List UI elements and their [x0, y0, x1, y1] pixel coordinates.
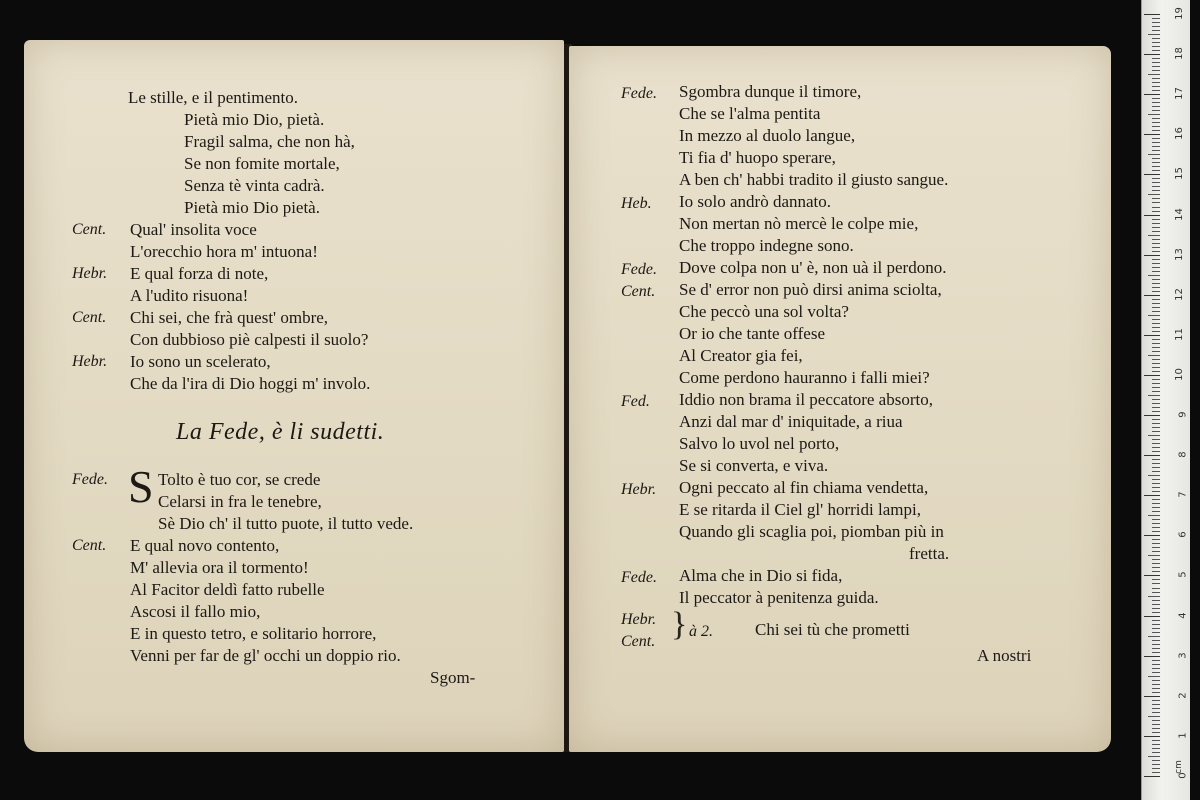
- ruler-minor-tick: [1152, 110, 1160, 111]
- ruler-minor-tick: [1152, 66, 1160, 67]
- ruler-minor-tick: [1152, 106, 1160, 107]
- ruler-minor-tick: [1152, 744, 1160, 745]
- ruler-minor-tick: [1152, 684, 1160, 685]
- ruler-minor-tick: [1152, 612, 1160, 613]
- ruler-minor-tick: [1152, 158, 1160, 159]
- ruler-number: 19: [1174, 7, 1186, 20]
- verse-line: Quando gli scaglia poi, piomban più in: [679, 522, 944, 541]
- ruler-minor-tick: [1152, 720, 1160, 721]
- ruler-minor-tick: [1152, 243, 1160, 244]
- ruler-minor-tick: [1152, 202, 1160, 203]
- speaker-label: Cent.: [72, 221, 107, 238]
- ruler-minor-tick: [1152, 600, 1160, 601]
- catchword: Sgom-: [430, 668, 476, 687]
- speaker-label: Cent.: [621, 283, 656, 300]
- ruler-minor-tick: [1152, 166, 1160, 167]
- ruler-tick: [1144, 134, 1160, 135]
- ruler-minor-tick: [1152, 303, 1160, 304]
- ruler-minor-tick: [1152, 263, 1160, 264]
- ruler-minor-tick: [1148, 74, 1160, 75]
- ruler-minor-tick: [1152, 748, 1160, 749]
- catchword: A nostri: [977, 646, 1032, 665]
- verse-line: L'orecchio hora m' intuona!: [130, 242, 318, 261]
- ruler-tick: [1144, 375, 1160, 376]
- ruler-number: 4: [1177, 611, 1189, 619]
- ruler-minor-tick: [1152, 182, 1160, 183]
- ruler-minor-tick: [1148, 34, 1160, 35]
- ruler-tick: [1144, 415, 1160, 416]
- ruler-minor-tick: [1148, 194, 1160, 195]
- ruler-minor-tick: [1152, 162, 1160, 163]
- ruler-tick: [1144, 776, 1160, 777]
- speaker-label: Hebr.: [72, 353, 108, 370]
- ruler-minor-tick: [1148, 756, 1160, 757]
- ruler-minor-tick: [1152, 708, 1160, 709]
- ruler-minor-tick: [1152, 648, 1160, 649]
- ruler-minor-tick: [1152, 527, 1160, 528]
- ruler-minor-tick: [1152, 98, 1160, 99]
- ruler-minor-tick: [1152, 146, 1160, 147]
- verse-line: Or io che tante offese: [679, 324, 826, 343]
- ruler-number: 7: [1177, 491, 1189, 498]
- ruler-minor-tick: [1152, 170, 1160, 171]
- ruler-tick: [1144, 696, 1160, 697]
- ruler-minor-tick: [1152, 130, 1160, 131]
- ruler-minor-tick: [1152, 628, 1160, 629]
- verse-line: Sè Dio ch' il tutto puote, il tutto vede.: [158, 514, 414, 533]
- ruler-minor-tick: [1152, 186, 1160, 187]
- ruler-minor-tick: [1152, 351, 1160, 352]
- ruler-minor-tick: [1152, 632, 1160, 633]
- ruler-minor-tick: [1152, 291, 1160, 292]
- ruler-minor-tick: [1152, 102, 1160, 103]
- ruler-minor-tick: [1152, 519, 1160, 520]
- ruler-minor-tick: [1152, 86, 1160, 87]
- ruler-minor-tick: [1152, 219, 1160, 220]
- ruler-minor-tick: [1152, 126, 1160, 127]
- ruler-minor-tick: [1152, 58, 1160, 59]
- speaker-label: Fede.: [72, 471, 108, 488]
- ruler-tick: [1144, 255, 1160, 256]
- verse-line: Pietà mio Dio, pietà.: [184, 110, 325, 129]
- ruler-number: 5: [1177, 571, 1189, 579]
- ruler-minor-tick: [1148, 555, 1160, 556]
- ruler-minor-tick: [1152, 692, 1160, 693]
- verse-line: A ben ch' habbi tradito il giusto sangue.: [679, 170, 949, 189]
- verse-line: Chi sei, che frà quest' ombre,: [130, 308, 329, 327]
- speaker-label: Heb.: [621, 195, 652, 212]
- verse-line: Ti fia d' huopo sperare,: [679, 148, 836, 167]
- ruler-number: 17: [1174, 87, 1186, 101]
- ruler-minor-tick: [1152, 680, 1160, 681]
- ruler-minor-tick: [1152, 704, 1160, 705]
- verse-line: Non mertan nò mercè le colpe mie,: [679, 214, 919, 233]
- ruler-minor-tick: [1152, 752, 1160, 753]
- verse-line: Ascosi il fallo mio,: [130, 602, 261, 621]
- ruler-minor-tick: [1152, 664, 1160, 665]
- ruler-minor-tick: [1152, 239, 1160, 240]
- ruler-minor-tick: [1152, 251, 1160, 252]
- ruler-minor-tick: [1152, 383, 1160, 384]
- ruler-minor-tick: [1148, 676, 1160, 677]
- ruler-minor-tick: [1148, 716, 1160, 717]
- ruler-minor-tick: [1152, 387, 1160, 388]
- ruler-minor-tick: [1152, 443, 1160, 444]
- ruler-minor-tick: [1152, 323, 1160, 324]
- verse-line: Al Facitor deldì fatto rubelle: [130, 580, 325, 599]
- ruler-number: 6: [1177, 531, 1189, 539]
- ruler-minor-tick: [1152, 359, 1160, 360]
- ruler-tick: [1144, 455, 1160, 456]
- verse-line: M' allevia ora il tormento!: [130, 558, 309, 577]
- verse-line: Senza tè vinta cadrà.: [184, 176, 325, 195]
- ruler-number: 11: [1174, 327, 1186, 341]
- ruler-minor-tick: [1152, 399, 1160, 400]
- ruler-minor-tick: [1152, 563, 1160, 564]
- verse-line: Celarsi in fra le tenebre,: [158, 492, 322, 511]
- ruler-minor-tick: [1152, 271, 1160, 272]
- ruler-minor-tick: [1152, 371, 1160, 372]
- verse-line: In mezzo al duolo langue,: [679, 126, 856, 145]
- ruler-minor-tick: [1152, 547, 1160, 548]
- ruler-minor-tick: [1152, 411, 1160, 412]
- ruler-minor-tick: [1152, 363, 1160, 364]
- ruler-minor-tick: [1152, 583, 1160, 584]
- verse-line: Che troppo indegne sono.: [679, 236, 854, 255]
- ruler-minor-tick: [1152, 543, 1160, 544]
- verse-line: Io sono un scelerato,: [130, 352, 271, 371]
- ruler-minor-tick: [1152, 551, 1160, 552]
- ruler-minor-tick: [1152, 463, 1160, 464]
- ruler-minor-tick: [1152, 479, 1160, 480]
- ruler-minor-tick: [1152, 491, 1160, 492]
- ruler-number: 15: [1174, 167, 1186, 181]
- ruler-tick: [1144, 54, 1160, 55]
- ruler-minor-tick: [1152, 407, 1160, 408]
- ruler-minor-tick: [1152, 728, 1160, 729]
- ruler-minor-tick: [1152, 391, 1160, 392]
- measurement-ruler: [1141, 0, 1190, 800]
- ruler-minor-tick: [1152, 439, 1160, 440]
- verse-line: Al Creator gia fei,: [679, 346, 803, 365]
- ruler-tick: [1144, 94, 1160, 95]
- ruler-minor-tick: [1152, 571, 1160, 572]
- ruler-minor-tick: [1152, 283, 1160, 284]
- verse-line: Se si converta, e viva.: [679, 456, 829, 475]
- ruler-number: 14: [1174, 207, 1186, 221]
- ruler-minor-tick: [1152, 223, 1160, 224]
- verse-line: Anzi dal mar d' iniquitade, a riua: [679, 412, 903, 431]
- ruler-minor-tick: [1152, 668, 1160, 669]
- ruler-minor-tick: [1152, 38, 1160, 39]
- ruler-minor-tick: [1152, 311, 1160, 312]
- ruler-minor-tick: [1152, 118, 1160, 119]
- ruler-minor-tick: [1152, 592, 1160, 593]
- drop-cap: S: [128, 461, 154, 512]
- ruler-minor-tick: [1152, 279, 1160, 280]
- ruler-minor-tick: [1152, 259, 1160, 260]
- ruler-minor-tick: [1152, 608, 1160, 609]
- ruler-minor-tick: [1148, 235, 1160, 236]
- ruler-minor-tick: [1148, 275, 1160, 276]
- ruler-minor-tick: [1152, 379, 1160, 380]
- verse-line: Salvo lo uvol nel porto,: [679, 434, 840, 453]
- ruler-minor-tick: [1152, 198, 1160, 199]
- scene-heading: La Fede, è li sudetti.: [176, 419, 385, 445]
- ruler-minor-tick: [1152, 367, 1160, 368]
- ruler-minor-tick: [1152, 431, 1160, 432]
- ruler-number: 16: [1174, 127, 1186, 141]
- ruler-minor-tick: [1152, 652, 1160, 653]
- ruler-minor-tick: [1152, 299, 1160, 300]
- ruler-minor-tick: [1152, 640, 1160, 641]
- verse-line: A l'udito risuona!: [130, 286, 249, 305]
- ruler-minor-tick: [1152, 499, 1160, 500]
- ruler-minor-tick: [1152, 467, 1160, 468]
- ruler-minor-tick: [1152, 483, 1160, 484]
- ruler-minor-tick: [1152, 768, 1160, 769]
- verse-line: fretta.: [909, 544, 950, 563]
- ruler-minor-tick: [1152, 70, 1160, 71]
- ruler-minor-tick: [1152, 579, 1160, 580]
- ruler-minor-tick: [1148, 596, 1160, 597]
- verse-line: Fragil salma, che non hà,: [184, 132, 355, 151]
- ruler-minor-tick: [1152, 190, 1160, 191]
- ruler-minor-tick: [1152, 459, 1160, 460]
- ruler-minor-tick: [1152, 22, 1160, 23]
- ruler-minor-tick: [1152, 347, 1160, 348]
- verse-line: Tolto è tuo cor, se crede: [158, 470, 321, 489]
- ruler-minor-tick: [1148, 355, 1160, 356]
- ruler-minor-tick: [1152, 740, 1160, 741]
- ruler-minor-tick: [1152, 90, 1160, 91]
- ruler-minor-tick: [1152, 46, 1160, 47]
- ruler-minor-tick: [1152, 42, 1160, 43]
- ruler-minor-tick: [1152, 503, 1160, 504]
- ruler-minor-tick: [1152, 207, 1160, 208]
- verse-line: Se d' error non può dirsi anima sciolta,: [679, 280, 942, 299]
- ruler-minor-tick: [1152, 511, 1160, 512]
- ruler-minor-tick: [1152, 267, 1160, 268]
- ruler-minor-tick: [1152, 539, 1160, 540]
- ruler-minor-tick: [1152, 142, 1160, 143]
- speaker-label: Cent.: [621, 633, 656, 650]
- verse-line: Come perdono hauranno i falli miei?: [679, 368, 930, 387]
- verse-line: E qual novo contento,: [130, 536, 280, 555]
- verse-line: Le stille, e il pentimento.: [128, 88, 298, 107]
- ruler-minor-tick: [1152, 644, 1160, 645]
- ruler-minor-tick: [1152, 178, 1160, 179]
- ruler-minor-tick: [1152, 772, 1160, 773]
- verse-line: Io solo andrò dannato.: [679, 192, 832, 211]
- ruler-minor-tick: [1152, 30, 1160, 31]
- verse-line: Alma che in Dio si fida,: [679, 566, 843, 585]
- speaker-label: Cent.: [72, 537, 107, 554]
- ruler-tick: [1144, 174, 1160, 175]
- verse-line: Che se l'alma pentita: [679, 104, 821, 123]
- ruler-minor-tick: [1152, 211, 1160, 212]
- ruler-minor-tick: [1152, 319, 1160, 320]
- ruler-minor-tick: [1152, 724, 1160, 725]
- ruler-minor-tick: [1148, 114, 1160, 115]
- ruler-minor-tick: [1152, 403, 1160, 404]
- ruler-tick: [1144, 736, 1160, 737]
- verse-line: Qual' insolita voce: [130, 220, 257, 239]
- ruler-minor-tick: [1152, 419, 1160, 420]
- ruler-minor-tick: [1148, 154, 1160, 155]
- a-due-label: à 2.: [689, 623, 713, 640]
- verse-line: E in questo tetro, e solitario horrore,: [130, 624, 377, 643]
- ruler-minor-tick: [1152, 660, 1160, 661]
- ruler-minor-tick: [1152, 82, 1160, 83]
- speaker-label: Hebr.: [621, 481, 657, 498]
- speaker-label: Cent.: [72, 309, 107, 326]
- ruler-number: 2: [1177, 692, 1189, 699]
- ruler-minor-tick: [1152, 62, 1160, 63]
- ruler-minor-tick: [1152, 339, 1160, 340]
- verse-line: E se ritarda il Ciel gl' horridi lampi,: [679, 500, 921, 519]
- verse-line: Che peccò una sol volta?: [679, 302, 849, 321]
- right-page: [569, 46, 1111, 752]
- verse-line: Sgombra dunque il timore,: [679, 82, 862, 101]
- verse-line: Dove colpa non u' è, non uà il perdono.: [679, 258, 947, 277]
- verse-line: E qual forza di note,: [130, 264, 269, 283]
- speaker-label: Fede.: [621, 569, 657, 586]
- ruler-tick: [1144, 495, 1160, 496]
- ruler-number: 10: [1174, 368, 1186, 381]
- ruler-minor-tick: [1152, 50, 1160, 51]
- ruler-minor-tick: [1152, 26, 1160, 27]
- ruler-minor-tick: [1152, 588, 1160, 589]
- ruler-minor-tick: [1152, 507, 1160, 508]
- ruler-minor-tick: [1152, 559, 1160, 560]
- ruler-number: 9: [1177, 411, 1189, 418]
- verse-line: Con dubbioso piè calpesti il suolo?: [130, 330, 369, 349]
- ruler-minor-tick: [1152, 624, 1160, 625]
- ruler-minor-tick: [1152, 471, 1160, 472]
- ruler-tick: [1144, 535, 1160, 536]
- ruler-number: 8: [1177, 451, 1189, 458]
- ruler-minor-tick: [1152, 688, 1160, 689]
- ruler-minor-tick: [1152, 423, 1160, 424]
- ruler-number: 1: [1177, 732, 1189, 739]
- ruler-minor-tick: [1152, 447, 1160, 448]
- ruler-minor-tick: [1152, 331, 1160, 332]
- verse-line: Iddio non brama il peccatore absorto,: [679, 390, 933, 409]
- ruler-number: 0: [1177, 772, 1189, 779]
- ruler-minor-tick: [1148, 315, 1160, 316]
- ruler-minor-tick: [1152, 732, 1160, 733]
- ruler-unit: cm: [1174, 760, 1185, 774]
- speaker-label: Fede.: [621, 261, 657, 278]
- ruler-minor-tick: [1148, 395, 1160, 396]
- ruler-minor-tick: [1152, 18, 1160, 19]
- ruler-tick: [1144, 14, 1160, 15]
- ruler-tick: [1144, 215, 1160, 216]
- ruler-number: 18: [1174, 47, 1186, 60]
- ruler-number: 3: [1177, 651, 1189, 659]
- ruler-minor-tick: [1152, 523, 1160, 524]
- ruler-minor-tick: [1148, 435, 1160, 436]
- ruler-minor-tick: [1152, 604, 1160, 605]
- left-page: [24, 40, 564, 752]
- ruler-minor-tick: [1152, 760, 1160, 761]
- ruler-tick: [1144, 295, 1160, 296]
- verse-line: Chi sei tù che prometti: [755, 620, 910, 639]
- ruler-minor-tick: [1152, 150, 1160, 151]
- ruler-minor-tick: [1152, 531, 1160, 532]
- speaker-label: Hebr.: [72, 265, 108, 282]
- ruler-minor-tick: [1152, 451, 1160, 452]
- ruler-tick: [1144, 656, 1160, 657]
- ruler-number: 13: [1174, 247, 1186, 261]
- speaker-label: Fed.: [621, 393, 650, 410]
- ruler-minor-tick: [1152, 231, 1160, 232]
- ruler-minor-tick: [1152, 764, 1160, 765]
- ruler-minor-tick: [1152, 343, 1160, 344]
- verse-line: Il peccator à penitenza guida.: [679, 588, 879, 607]
- speaker-label: Hebr.: [621, 611, 657, 628]
- ruler-tick: [1144, 335, 1160, 336]
- verse-line: Venni per far de gl' occhi un doppio rio.: [130, 646, 401, 665]
- ruler-minor-tick: [1152, 227, 1160, 228]
- verse-line: Pietà mio Dio pietà.: [184, 198, 320, 217]
- ruler-minor-tick: [1152, 138, 1160, 139]
- verse-line: Che da l'ira di Dio hoggi m' involo.: [130, 374, 371, 393]
- ruler-minor-tick: [1152, 620, 1160, 621]
- ruler-minor-tick: [1148, 636, 1160, 637]
- verse-line: Ogni peccato al fin chiama vendetta,: [679, 478, 929, 497]
- ruler-minor-tick: [1152, 672, 1160, 673]
- ruler-minor-tick: [1152, 427, 1160, 428]
- ruler-tick: [1144, 616, 1160, 617]
- ruler-minor-tick: [1152, 700, 1160, 701]
- ruler-tick: [1144, 575, 1160, 576]
- ruler-minor-tick: [1148, 515, 1160, 516]
- ruler-minor-tick: [1148, 475, 1160, 476]
- ruler-minor-tick: [1152, 287, 1160, 288]
- verse-line: Se non fomite mortale,: [184, 154, 340, 173]
- ruler-minor-tick: [1152, 567, 1160, 568]
- ruler-minor-tick: [1152, 122, 1160, 123]
- brace-glyph: }: [671, 606, 688, 643]
- ruler-number: 12: [1174, 287, 1186, 301]
- speaker-label: Fede.: [621, 85, 657, 102]
- ruler-minor-tick: [1152, 78, 1160, 79]
- ruler-minor-tick: [1152, 307, 1160, 308]
- ruler-minor-tick: [1152, 712, 1160, 713]
- ruler-minor-tick: [1152, 247, 1160, 248]
- ruler-minor-tick: [1152, 327, 1160, 328]
- ruler-minor-tick: [1152, 487, 1160, 488]
